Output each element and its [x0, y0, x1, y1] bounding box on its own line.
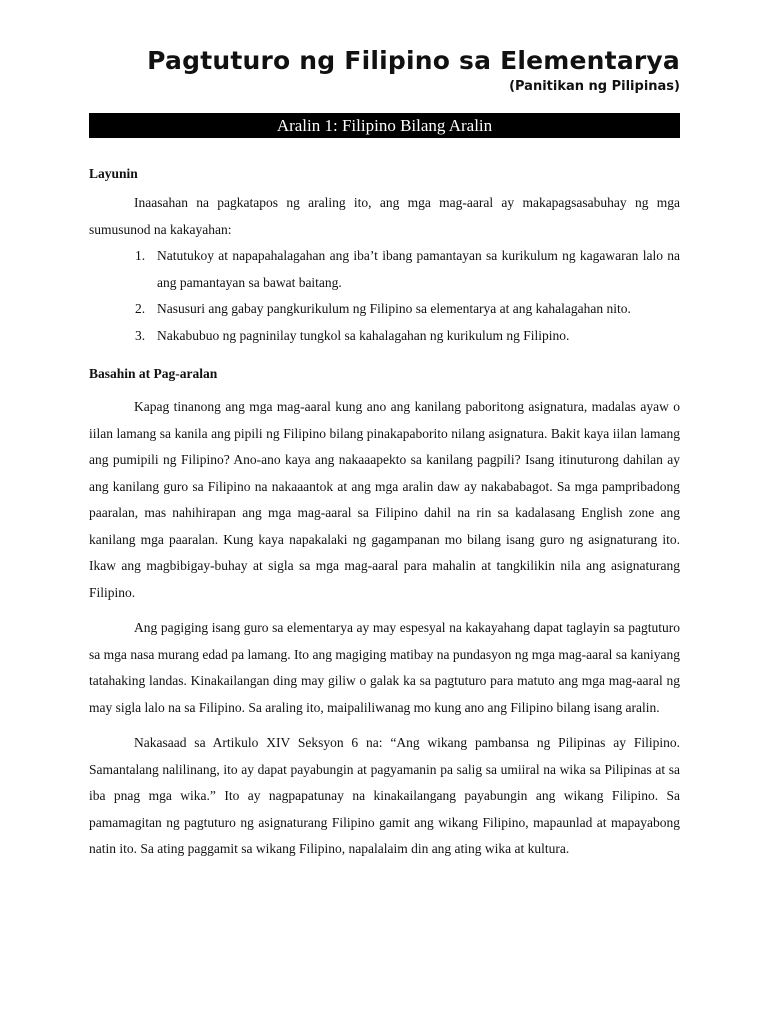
- document-subtitle: (Panitikan ng Pilipinas): [509, 79, 680, 94]
- document-title: Pagtuturo ng Filipino sa Elementarya: [147, 46, 680, 75]
- body-paragraph: Kapag tinanong ang mga mag-aaral kung ano ang kanilang paboritong asignatura, madalas ayaw o iilan lamang sa kanila ang pipili ng Filipino bilang pinakapaborito nilang asignatura. Bakit kaya iilan lamang ang pumipili ng Filipino? Ano-ano kaya ang nakaaapekto sa kanilang pagpili? Isang itinuturong dahilan ay ang kanilang guro sa Filipino na nakaaantok at ang mga aralin daw ay nakababagot. Sa mga pampribadong paaralan, mas nahihirapan ang mga mag-aaral sa Filipino dahil na rin sa kadalasang English zone ang kanilang mga paaralan. Kung kaya napakalaki ng gagampanan mo bilang isang guro ng asignaturang ito. Ikaw ang magbibigay-buhay at sigla sa mga mag-aaral para mahalin at tangkilikin nila ang asignaturang Filipino.: [89, 399, 680, 600]
- objective-number: 3.: [135, 327, 146, 343]
- objective-number: 1.: [135, 248, 146, 263]
- objective-number: 2.: [135, 301, 146, 316]
- objective-item: [89, 323, 680, 350]
- objective-text: Natutukoy at napapahalagahan ang iba’t ibang pamantayan sa kurikulum ng kagawaran lalo na ang pamantayan sa bawat baitang.: [157, 248, 680, 290]
- lesson-title-bar: Aralin 1: Filipino Bilang Aralin: [89, 113, 680, 138]
- body-paragraph: Nakasaad sa Artikulo XIV Seksyon 6 na: “Ang wikang pambansa ng Pilipinas ay Filipino. Samantalang nalilinang, ito ay dapat payabungin at pagyamanin pa salig sa umiiral na wika sa Pilipinas at sa iba pnag mga wika.” Ito ay nagpapatunay na kinakailangang payabungin ang wikang Filipino. Sa pamamagitan ng pagtuturo ng asignaturang Filipino gamit ang wikang Filipino, mapaunlad at mapayabong natin ito. Sa ating paggamit sa wikang Filipino, napalalaim din ang ating wika at kultura.: [89, 735, 680, 856]
- objective-item: [89, 296, 680, 323]
- document-page: [89, 44, 680, 863]
- body-paragraph: Ang pagiging isang guro sa elementarya ay may espesyal na kakayahang dapat taglayin sa pagtuturo sa mga nasa murang edad pa lamang. Ito ang magiging matibay na pundasyon ng mga mag-aaral sa kaniyang tatahaking landas. Kinakailangan ding may giliw o galak ka sa pagtuturo para matuto ang mga mag-aaral ng may sigla lalo na sa Filipino. Sa araling ito, maipaliliwanag mo kung ano ang Filipino bilang isang aralin.: [89, 620, 680, 715]
- objective-text: Nasusuri ang gabay pangkurikulum ng Filipino sa elementarya at ang kahalagahan nito.: [157, 301, 631, 316]
- objective-text: Nakabubuo ng pagninilay tungkol sa kahalagahan ng kurikulum ng Filipino.: [157, 327, 570, 343]
- objective-item: [89, 243, 680, 296]
- objectives-intro-paragraph: Inaasahan na pagkatapos ng araling ito, ang mga mag-aaral ay makapagsasabuhay ng mga sumusunod na kakayahan:: [89, 195, 680, 237]
- section-heading-layunin: Layunin: [89, 166, 138, 181]
- section-heading-basahin: Basahin at Pag-aralan: [89, 366, 218, 381]
- objectives-list: [89, 243, 680, 349]
